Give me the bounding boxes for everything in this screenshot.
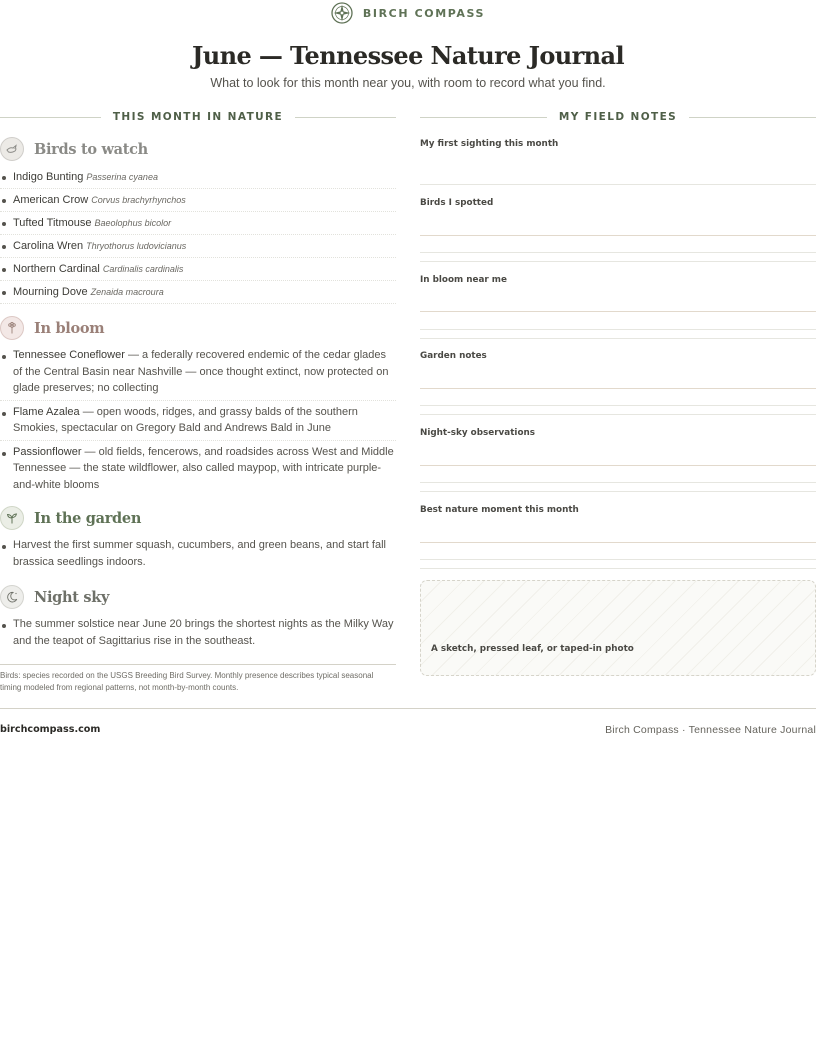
bloom-list-item-name: Flame Azalea	[13, 405, 80, 418]
bird-common-name: Carolina Wren	[13, 240, 84, 252]
prompt-best-moment: Best nature moment this month	[420, 505, 579, 515]
bird-list-item	[0, 212, 396, 235]
bird-scientific-name: Baeolophus bicolor	[94, 218, 172, 228]
footnote-divider	[0, 664, 396, 665]
sketch-box[interactable]	[420, 580, 816, 676]
garden-list-item-detail: Harvest the first summer squash, cucumbers, and green beans, and start fall brassica seedlings indoors.	[13, 539, 386, 568]
bloom-list-item-name: Tennessee Coneflower	[13, 349, 125, 361]
prompt-night-sky: Night-sky observations	[420, 428, 535, 438]
bloom-list-item-detail: — old fields, fencerows, and roadsides across West and Middle Tennessee — the state wildflower, also called maypop, with intricate purple-and-white blooms	[13, 445, 394, 491]
heading-rule	[689, 117, 816, 118]
group-title-label: In bloom	[34, 319, 105, 337]
bird-common-name: Tufted Titmouse	[13, 217, 92, 229]
bird-common-name: Mourning Dove	[13, 286, 88, 298]
bird-scientific-name: Cardinalis cardinalis	[102, 264, 184, 274]
bird-list-item	[0, 281, 396, 304]
garden-list-item	[0, 534, 396, 573]
brand-name: BIRCH COMPASS	[362, 6, 486, 20]
moon-icon	[0, 585, 24, 609]
bloom-list-item-name: Passionflower	[13, 445, 82, 458]
compass-icon	[331, 2, 353, 24]
bloom-list-item-detail: — open woods, ridges, and grassy balds of the southern Smokies, spectacular on Gregory Bald and Andrews Bald in June	[13, 405, 358, 434]
prompt-first-sighting: My first sighting this month	[420, 139, 559, 149]
bloom-list	[0, 344, 396, 496]
writing-line[interactable]	[420, 542, 816, 543]
writing-line[interactable]	[420, 491, 816, 492]
writing-line[interactable]	[420, 388, 816, 389]
birds-list	[0, 166, 396, 304]
writing-line[interactable]	[420, 559, 816, 560]
heading-rule	[420, 117, 547, 118]
bird-list-item	[0, 258, 396, 281]
bird-common-name: Indigo Bunting	[13, 171, 84, 183]
flower-icon	[0, 316, 24, 340]
bird-icon	[0, 137, 24, 161]
group-title-label: Night sky	[34, 588, 110, 606]
sky-list	[0, 613, 396, 652]
writing-line[interactable]	[420, 329, 816, 330]
writing-line[interactable]	[420, 568, 816, 569]
section-heading-nature	[0, 110, 396, 124]
section-heading-field-notes	[420, 110, 816, 124]
group-title-birds	[0, 137, 148, 161]
bird-scientific-name: Passerina cyanea	[86, 172, 158, 182]
group-title-garden	[0, 506, 141, 530]
prompt-garden-notes: Garden notes	[420, 351, 487, 361]
group-title-label: Birds to watch	[34, 140, 148, 158]
group-title-label: In the garden	[34, 509, 142, 527]
group-title-bloom	[0, 316, 104, 340]
bird-common-name: Northern Cardinal	[13, 263, 100, 275]
sky-list-item-detail: The summer solstice near June 20 brings the shortest nights as the Milky Way and the teapot of Sagittarius rise in the southeast.	[13, 618, 394, 647]
page-subtitle: What to look for this month near you, with room to record what you find.	[210, 76, 606, 90]
garden-list	[0, 534, 396, 573]
prompt-in-bloom: In bloom near me	[420, 275, 507, 285]
footer-credit: Birch Compass · Tennessee Nature Journal	[605, 724, 816, 736]
writing-line[interactable]	[420, 482, 816, 483]
seedling-icon	[0, 506, 24, 530]
heading-rule	[295, 117, 396, 118]
writing-line[interactable]	[420, 311, 816, 312]
bird-list-item	[0, 189, 396, 212]
writing-line[interactable]	[420, 405, 816, 406]
bloom-list-item-detail: — a federally recovered endemic of the cedar glades of the Central Basin near Nashville — once thought extinct, now protected on glade preserves; no collecting	[13, 349, 389, 394]
heading-rule	[0, 117, 101, 118]
bird-scientific-name: Thryothorus ludovicianus	[86, 241, 187, 251]
bloom-list-item	[0, 344, 396, 401]
writing-line[interactable]	[420, 261, 816, 262]
bird-list-item	[0, 235, 396, 258]
writing-line[interactable]	[420, 338, 816, 339]
footer-site-link[interactable]: birchcompass.com	[0, 724, 101, 735]
bird-list-item	[0, 166, 396, 189]
brand-header	[0, 2, 816, 24]
footer-divider	[0, 708, 816, 709]
writing-line[interactable]	[420, 235, 816, 236]
bird-scientific-name: Zenaida macroura	[90, 287, 164, 297]
bloom-list-item	[0, 441, 396, 497]
sky-list-item	[0, 613, 396, 652]
prompt-birds-spotted: Birds I spotted	[420, 198, 494, 208]
section-heading-label: THIS MONTH IN NATURE	[112, 111, 284, 123]
bird-scientific-name: Corvus brachyrhynchos	[91, 195, 186, 205]
page-title: June — Tennessee Nature Journal	[192, 41, 624, 70]
birds-footnote: Birds: species recorded on the USGS Breeding Bird Survey. Monthly presence describes typical seasonal timing modeled from regional patterns, not month-by-month counts.	[0, 671, 374, 692]
writing-line[interactable]	[420, 465, 816, 466]
section-heading-label: MY FIELD NOTES	[558, 111, 678, 123]
group-title-sky	[0, 585, 109, 609]
bloom-list-item	[0, 401, 396, 441]
bird-common-name: American Crow	[13, 194, 89, 206]
writing-line[interactable]	[420, 252, 816, 253]
writing-line[interactable]	[420, 414, 816, 415]
writing-line[interactable]	[420, 184, 816, 185]
sketch-label: A sketch, pressed leaf, or taped-in photo	[431, 644, 634, 654]
